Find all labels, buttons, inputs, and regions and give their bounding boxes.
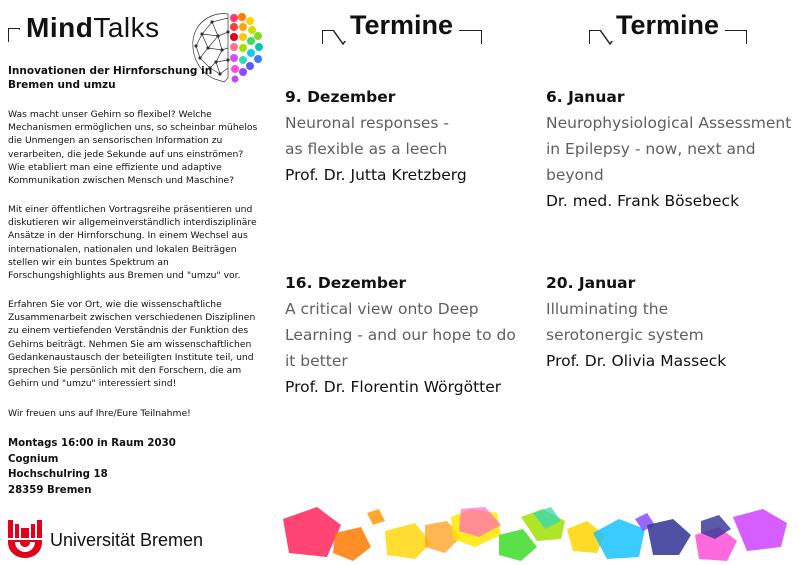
invitation-paragraph: Erfahren Sie vor Ort, wie die wissenschaftliche Zusammenarbeit zwischen verschiedenen Disziplinen zu einem vertiefenden Verständnis der Funktion des Gehirns beiträgt. Nehmen Sie am wissenschaftlichen Gedankenaustausch der beteiligten Institute teil, und sprechen Sie persönlich mit den Forschern, die am Gehirn und "umzu" interessiert sind! xyxy=(8,299,256,390)
talk-item xyxy=(546,270,786,374)
talk-speaker: Dr. med. Frank Bösebeck xyxy=(546,192,740,210)
talk-item xyxy=(285,270,525,400)
event-address xyxy=(8,436,176,498)
talk-speaker: Prof. Dr. Jutta Kretzberg xyxy=(285,166,467,184)
closing-line: Wir freuen uns auf Ihre/Eure Teilnahme! xyxy=(8,408,191,419)
address-building: Cognium xyxy=(8,453,59,465)
logo-title xyxy=(20,12,166,44)
series-paragraph: Mit einer öffentlichen Vortragsreihe präsentieren und diskutieren wir allgemeinverständlich interdisziplinäre Ansätze in der Hirnforschung. In einem Wechsel aus internationalen, nationalen und lokalen Beiträgen stellen wir ein buntes Spektrum an Forschungshighlights aus Bremen und "umzu" vor. xyxy=(8,204,257,282)
talk-date: 9. Dezember xyxy=(285,88,396,106)
talk-speaker: Prof. Dr. Olivia Masseck xyxy=(546,352,727,370)
logo-title-regular: Talks xyxy=(93,12,160,43)
schedule-heading-right: Termine xyxy=(610,10,725,41)
schedule-heading-left: Termine xyxy=(344,10,459,41)
intro-paragraph: Was macht unser Gehirn so flexibel? Welche Mechanismen ermöglichen uns, so scheinbar mühelos die Unmengen an sensorischen Information zu verarbeiten, die jede Sekunde auf uns einströmen? Wie etabliert man eine effiziente und adaptive Kommunikation zwischen Mensch und Maschine? xyxy=(8,109,258,187)
university-emblem-icon xyxy=(8,520,42,558)
address-street: Hochschulring 18 xyxy=(8,469,108,480)
talk-item xyxy=(285,84,505,188)
talk-speaker: Prof. Dr. Florentin Wörgötter xyxy=(285,378,502,396)
university-logo xyxy=(8,520,204,562)
talk-title: Neurophysiological Assessment in Epilepsy - now, next and beyond xyxy=(546,114,792,184)
address-postcode: 28359 Bremen xyxy=(8,484,92,496)
talk-date: 16. Dezember xyxy=(285,274,407,292)
talk-date: 6. Januar xyxy=(546,88,625,106)
address-time-room: Montags 16:00 in Raum 2030 xyxy=(8,438,176,449)
decorative-polygons xyxy=(275,495,800,565)
talk-title: Neuronal responses - as flexible as a leech xyxy=(285,114,450,158)
talk-date: 20. Januar xyxy=(546,274,636,292)
talk-title: A critical view onto Deep Learning - and our hope to do it better xyxy=(285,300,516,370)
subtitle: Innovationen der Hirnforschung in Bremen und umzu xyxy=(8,65,213,91)
university-name: Universität Bremen xyxy=(50,530,204,550)
logo-title-bold: Mind xyxy=(26,12,94,43)
talk-title: Illuminating the serotonergic system xyxy=(546,300,704,344)
talk-item xyxy=(546,84,796,214)
